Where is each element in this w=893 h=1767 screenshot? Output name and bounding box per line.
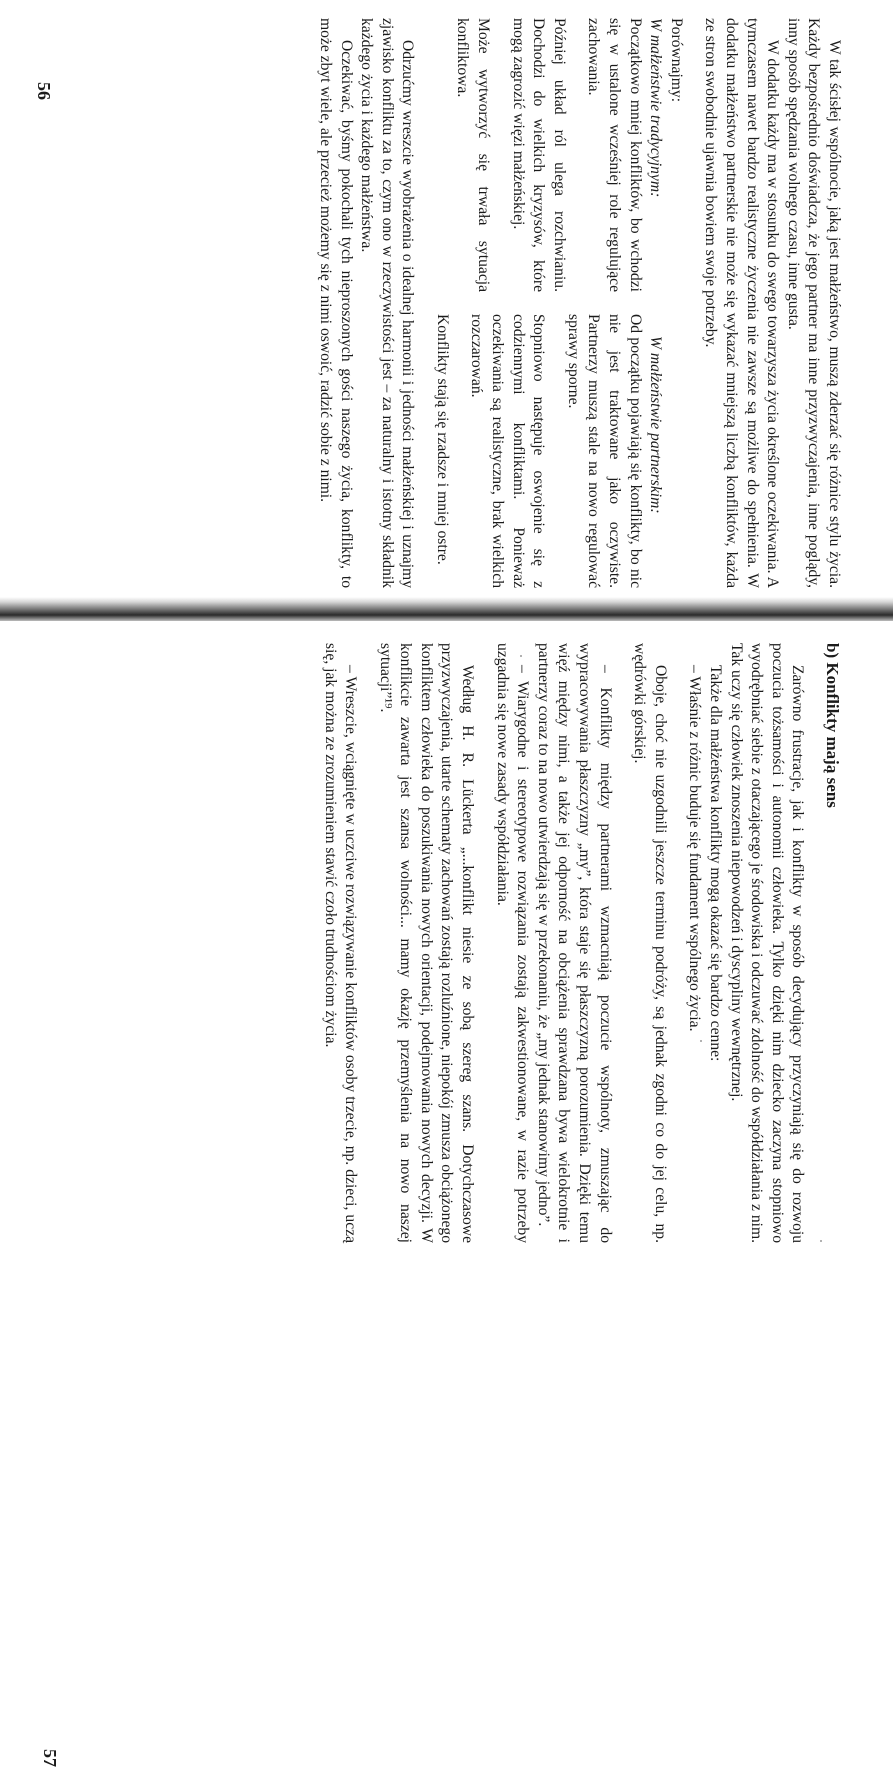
page-56-text [314, 18, 844, 588]
paragraph: – Właśnie z różnic buduje się fundament wspólnego życia. [686, 665, 704, 1032]
paragraph: W tak ścisłej wspólnocie, jaką jest małżeństwo, muszą zderzać się różnice stylu życia. Każdy bezpośrednio doświadcza, że jego partner ma inne przyzwyczajenia, inne poglądy, inny sposób spędzania wolnego czasu, inne gusta. [784, 18, 843, 588]
column-partnership [431, 314, 665, 588]
column-traditional [431, 18, 665, 292]
scan-speck [820, 1240, 822, 1242]
column-text: Konflikty stają się rzadsze i mniej ostre. [433, 314, 451, 565]
column-text: Początkowo mniej konfliktów, bo wchodzi się w ustalone wcześniej role regulujące zachowania. [585, 18, 644, 292]
column-text: Może wytworzyć się trwała sytuacja konfliktowa. [454, 18, 493, 292]
page-number: 56 [34, 82, 54, 100]
paragraph: Według H. R. Lückerta „...konflikt niesie ze sobą szereg szans. Dotychczasowe przyzwyczajenia, utarte schematy zachowań zostają rozluźnione, niepokój zmusza obciążonego konfliktem człowieka do poszukiwania nowych orientacji, podejmowania nowych decyzji. W konflikcie zawarta jest szansa wolności... mamy okazję przemyślenia na nowo naszej sytuacji”¹⁹. [376, 643, 477, 1243]
page-56 [0, 0, 893, 597]
paragraph: W dodatku każdy ma w stosunku do swego towarzysza życia określone oczekiwania. A tymczasem nawet bardzo realistyczne życzenia nie zawsze są możliwe do spełnienia. W dodatku małżeństwo partnerskie nie może się wykazać mniejszą liczbą konfliktów, każda ze stron swobodnie ujawnia bowiem swoje potrzeby. [702, 18, 782, 588]
page-57-text [319, 643, 842, 1243]
paragraph: – Wiarygodne i stereotypowe rozwiązania zostają zakwestionowane, w razie potrzeby uzgadnia się nowe zasady współdziałania. [493, 643, 532, 1243]
column-text: Później układ ról ulega rozchwianiu. Dochodzi do wielkich kryzysów, które mogą zagrozić więzi małżeńskiej. [509, 18, 568, 292]
paragraph: Odrzućmy wreszcie wyobrażenia o idealnej harmonii i jedności małżeńskiej i uznajmy zjawisko konfliktu za to, czym ono w rzeczywistości jest – za naturalny i istotny składnik każdego życia i każdego małżeństwa. [358, 18, 417, 588]
comparison-columns [431, 18, 665, 588]
paragraph: Oboje, choć nie uzgodnili jeszcze terminu podróży, są jednak zgodni co do jej celu, np. wędrówki górskiej. [631, 643, 669, 1243]
book-spine [0, 597, 893, 621]
page-57 [0, 621, 893, 1767]
column-heading: W małżeństwie partnerskim: [647, 336, 665, 514]
page-number: 57 [40, 1749, 60, 1767]
compare-label: Porównajmy: [667, 18, 685, 103]
paragraph: – Wreszcie, wciągnięte w uczciwe rozwiązywanie konfliktów osoby trzecie, np. dzieci, uczą się, jak można ze zrozumieniem stawić czoło trudnościom życia. [321, 643, 360, 1243]
paragraph: Zarówno frustracje, jak i konflikty w sposób decydujący przyczyniają się do rozwoju poczucia tożsamości i autonomii człowieka. Tylko dzięki nim dziecko zaczyna stopniowo wyodrębniać siebie z otaczającego je środowiska i odczuwać zdolność do współdziałania z nim. Tak uczy się człowiek znoszenia niepowodzeń i dyscypliny wewnętrznej. [727, 643, 807, 1243]
scan-speck [700, 1040, 702, 1042]
column-heading: W małżeństwie tradycyjnym: [647, 18, 665, 198]
paragraph: Oczekiwać, byśmy pokochali tych nieproszonych gości naszego życia, konflikty, to może zbyt wiele, ale przecież możemy się z nimi oswoić, radzić sobie z nimi. [316, 18, 355, 588]
column-text: Stopniowo następuje oswojenie się z codziennymi konfliktami. Ponieważ oczekiwania są realistyczne, brak wielkich rozczarowań. [468, 314, 548, 588]
paragraph: Także dla małżeństwa konflikty mogą okazać się bardzo cenne: [707, 665, 725, 1062]
column-text: Od początku pojawiają się konflikty, bo nic nie jest traktowane jako oczywiste. Partnerzy muszą stale na nowo regulować sprawy sporne. [564, 314, 644, 588]
paragraph: – Konflikty między partnerami wzmacniają poczucie wspólnoty, zmuszając do wypracowywania płaszczyzny „my”, która staje się płaszczyzną porozumienia. Dzięki temu więź między nimi, a także jej odporność na obciążenia sprawdzana bywa wielokrotnie i partnerzy coraz to na nowo utwierdzają się w przekonaniu, że „my jednak stanowimy jedno”. [534, 643, 614, 1243]
scan-speck [520, 655, 522, 657]
section-heading: b) Konflikty mają sens [823, 643, 842, 808]
